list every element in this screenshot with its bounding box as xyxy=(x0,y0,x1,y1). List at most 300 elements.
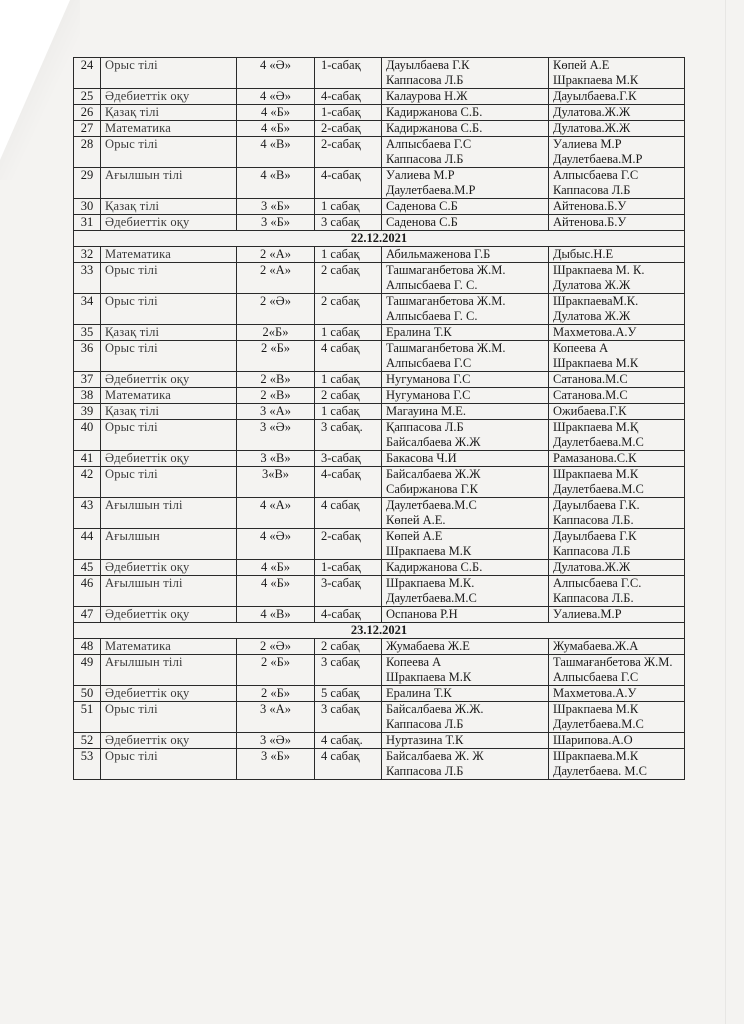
session-cell: 3 сабақ xyxy=(315,655,382,686)
observer-name: Каппасова Л.Б xyxy=(553,544,631,558)
table-row xyxy=(74,105,685,121)
session-cell: 2-сабақ xyxy=(315,121,382,137)
observer-cell xyxy=(549,247,685,263)
table-row xyxy=(74,121,685,137)
teacher-name: Нуртазина Т.К xyxy=(386,733,464,747)
class-cell: 4 «Ә» xyxy=(237,58,315,89)
teacher-name: Көпей А.Е. xyxy=(386,513,446,527)
table-row xyxy=(74,168,685,199)
class-cell: 3 «Б» xyxy=(237,215,315,231)
observer-name: Дауылбаева.Г.К xyxy=(553,89,637,103)
teacher-cell xyxy=(382,404,549,420)
observer-cell xyxy=(549,294,685,325)
table-row xyxy=(74,467,685,498)
teacher-cell xyxy=(382,263,549,294)
teacher-name: Саденова С.Б xyxy=(386,199,458,213)
row-number: 34 xyxy=(74,294,101,325)
subject-cell: Орыс тілі xyxy=(101,137,237,168)
observer-cell xyxy=(549,89,685,105)
observer-cell xyxy=(549,529,685,560)
teacher-name: Каппасова Л.Б xyxy=(386,717,464,731)
row-number: 37 xyxy=(74,372,101,388)
teacher-cell xyxy=(382,294,549,325)
observer-name: Шракпаева М.К xyxy=(553,702,639,716)
session-cell: 4 сабақ xyxy=(315,749,382,780)
row-number: 32 xyxy=(74,247,101,263)
subject-cell: Ағылшын тілі xyxy=(101,576,237,607)
teacher-name: Алпысбаева Г.С xyxy=(386,137,472,151)
subject-cell: Орыс тілі xyxy=(101,341,237,372)
teacher-name: Алпысбаева Г.С xyxy=(386,356,472,370)
lesson-observation-table xyxy=(73,57,685,780)
observer-cell xyxy=(549,451,685,467)
subject-cell: Орыс тілі xyxy=(101,702,237,733)
row-number: 53 xyxy=(74,749,101,780)
row-number: 40 xyxy=(74,420,101,451)
observer-name: Даулетбаева.М.С xyxy=(553,717,644,731)
table-row xyxy=(74,655,685,686)
teacher-cell xyxy=(382,451,549,467)
teacher-cell xyxy=(382,686,549,702)
table-row xyxy=(74,420,685,451)
row-number: 51 xyxy=(74,702,101,733)
teacher-cell xyxy=(382,121,549,137)
observer-name: Дулатова Ж.Ж xyxy=(553,278,631,292)
observer-name: Даулетбаева.М.С xyxy=(553,435,644,449)
row-number: 33 xyxy=(74,263,101,294)
row-number: 29 xyxy=(74,168,101,199)
teacher-cell xyxy=(382,168,549,199)
class-cell: 2 «В» xyxy=(237,372,315,388)
row-number: 46 xyxy=(74,576,101,607)
subject-cell: Орыс тілі xyxy=(101,294,237,325)
observer-name: Сатанова.М.С xyxy=(553,388,628,402)
observer-name: Махметова.А.У xyxy=(553,325,637,339)
observer-cell xyxy=(549,168,685,199)
class-cell: 2«Б» xyxy=(237,325,315,341)
table-row xyxy=(74,388,685,404)
observer-cell xyxy=(549,58,685,89)
session-cell: 4 сабақ xyxy=(315,341,382,372)
observer-name: Шракпаева М.К xyxy=(553,467,639,481)
observer-name: ШракпаеваМ.К. xyxy=(553,294,639,308)
observer-name: Айтенова.Б.У xyxy=(553,215,627,229)
teacher-name: Байсалбаева Ж. Ж xyxy=(386,749,484,763)
subject-cell: Әдебиеттік оқу xyxy=(101,607,237,623)
observer-cell xyxy=(549,121,685,137)
observer-name: Даулетбаева.М.Р xyxy=(553,152,643,166)
subject-cell: Әдебиеттік оқу xyxy=(101,372,237,388)
teacher-name: Даулетбаева.М.Р xyxy=(386,183,476,197)
table-row xyxy=(74,639,685,655)
class-cell: 4 «Ә» xyxy=(237,89,315,105)
page-edge xyxy=(725,0,726,1024)
subject-cell: Математика xyxy=(101,247,237,263)
session-cell: 1-сабақ xyxy=(315,560,382,576)
teacher-name: Шракпаева М.К. xyxy=(386,576,475,590)
date-row xyxy=(74,231,685,247)
observer-name: Каппасова Л.Б xyxy=(553,183,631,197)
teacher-cell xyxy=(382,560,549,576)
subject-cell: Әдебиеттік оқу xyxy=(101,89,237,105)
teacher-cell xyxy=(382,325,549,341)
teacher-cell xyxy=(382,247,549,263)
class-cell: 3 «Ә» xyxy=(237,733,315,749)
session-cell: 1 сабақ xyxy=(315,247,382,263)
observer-cell xyxy=(549,655,685,686)
teacher-name: Нугуманова Г.С xyxy=(386,388,471,402)
class-cell: 4 «А» xyxy=(237,498,315,529)
class-cell: 2 «Ә» xyxy=(237,294,315,325)
observer-name: Дулатова.Ж.Ж xyxy=(553,560,631,574)
observer-cell xyxy=(549,498,685,529)
session-cell: 1-сабақ xyxy=(315,58,382,89)
row-number: 28 xyxy=(74,137,101,168)
subject-cell: Орыс тілі xyxy=(101,263,237,294)
class-cell: 2 «А» xyxy=(237,247,315,263)
table-row xyxy=(74,733,685,749)
table-row xyxy=(74,560,685,576)
teacher-name: Ералина Т.К xyxy=(386,325,452,339)
table-row xyxy=(74,215,685,231)
subject-cell: Қазақ тілі xyxy=(101,325,237,341)
teacher-name: Магауина М.Е. xyxy=(386,404,467,418)
teacher-name: Копеева А xyxy=(386,655,442,669)
row-number: 39 xyxy=(74,404,101,420)
row-number: 49 xyxy=(74,655,101,686)
session-cell: 1 сабақ xyxy=(315,372,382,388)
class-cell: 4 «Ә» xyxy=(237,529,315,560)
observer-cell xyxy=(549,749,685,780)
row-number: 43 xyxy=(74,498,101,529)
class-cell: 4 «В» xyxy=(237,607,315,623)
teacher-cell xyxy=(382,105,549,121)
teacher-cell xyxy=(382,89,549,105)
observer-name: Жумабаева.Ж.А xyxy=(553,639,639,653)
class-cell: 3 «В» xyxy=(237,451,315,467)
row-number: 25 xyxy=(74,89,101,105)
subject-cell: Ағылшын xyxy=(101,529,237,560)
observer-name: Дыбыс.Н.Е xyxy=(553,247,614,261)
subject-cell: Ағылшын тілі xyxy=(101,655,237,686)
table-row xyxy=(74,686,685,702)
observer-name: Рамазанова.С.К xyxy=(553,451,637,465)
class-cell: 2 «В» xyxy=(237,388,315,404)
observer-cell xyxy=(549,341,685,372)
row-number: 48 xyxy=(74,639,101,655)
table-row xyxy=(74,404,685,420)
teacher-cell xyxy=(382,388,549,404)
row-number: 26 xyxy=(74,105,101,121)
row-number: 38 xyxy=(74,388,101,404)
observer-cell xyxy=(549,105,685,121)
class-cell: 2 «Б» xyxy=(237,655,315,686)
teacher-cell xyxy=(382,58,549,89)
observer-cell xyxy=(549,372,685,388)
observer-cell xyxy=(549,733,685,749)
session-cell: 1 сабақ xyxy=(315,325,382,341)
subject-cell: Математика xyxy=(101,388,237,404)
table-row xyxy=(74,702,685,733)
teacher-cell xyxy=(382,137,549,168)
session-cell: 3 сабақ xyxy=(315,702,382,733)
teacher-name: Байсалбаева Ж.Ж. xyxy=(386,702,484,716)
observer-name: Ожибаева.Г.К xyxy=(553,404,627,418)
teacher-name: Саденова С.Б xyxy=(386,215,458,229)
observer-name: Каппасова Л.Б. xyxy=(553,513,634,527)
observer-cell xyxy=(549,420,685,451)
teacher-cell xyxy=(382,467,549,498)
teacher-name: Даулетбаева.М.С xyxy=(386,498,477,512)
teacher-cell xyxy=(382,733,549,749)
date-heading: 22.12.2021 xyxy=(74,231,685,247)
session-cell: 3-сабақ xyxy=(315,451,382,467)
table-body xyxy=(74,58,685,780)
session-cell: 3-сабақ xyxy=(315,576,382,607)
date-row xyxy=(74,623,685,639)
teacher-name: Кадиржанова С.Б. xyxy=(386,121,483,135)
table-row xyxy=(74,749,685,780)
observer-name: Даулетбаева. М.С xyxy=(553,764,647,778)
observer-name: Шракпаева.М.К xyxy=(553,749,639,763)
teacher-name: Ташмаганбетова Ж.М. xyxy=(386,341,506,355)
observer-name: Шракпаева М.Қ xyxy=(553,420,639,434)
table-row xyxy=(74,451,685,467)
class-cell: 2 «Ә» xyxy=(237,639,315,655)
observer-cell xyxy=(549,263,685,294)
observer-name: Сатанова.М.С xyxy=(553,372,628,386)
class-cell: 3«В» xyxy=(237,467,315,498)
observer-name: Шарипова.А.О xyxy=(553,733,633,747)
subject-cell: Әдебиеттік оқу xyxy=(101,560,237,576)
session-cell: 2 сабақ xyxy=(315,639,382,655)
observer-name: Дулатова Ж.Ж xyxy=(553,309,631,323)
teacher-name: Сабиржанова Г.К xyxy=(386,482,478,496)
subject-cell: Әдебиеттік оқу xyxy=(101,733,237,749)
teacher-cell xyxy=(382,655,549,686)
teacher-name: Алпысбаева Г. С. xyxy=(386,278,478,292)
teacher-cell xyxy=(382,372,549,388)
teacher-name: Ташмаганбетова Ж.М. xyxy=(386,263,506,277)
row-number: 44 xyxy=(74,529,101,560)
observer-name: Дауылбаева Г.К. xyxy=(553,498,640,512)
session-cell: 5 сабақ xyxy=(315,686,382,702)
observer-cell xyxy=(549,560,685,576)
observer-cell xyxy=(549,607,685,623)
session-cell: 2 сабақ xyxy=(315,263,382,294)
teacher-name: Каппасова Л.Б xyxy=(386,764,464,778)
row-number: 36 xyxy=(74,341,101,372)
observer-name: Уалиева М.Р xyxy=(553,137,622,151)
table-row xyxy=(74,325,685,341)
class-cell: 3 «А» xyxy=(237,404,315,420)
observer-cell xyxy=(549,137,685,168)
observer-name: Алпысбаева Г.С xyxy=(553,670,639,684)
observer-name: Көпей А.Е xyxy=(553,58,610,72)
observer-cell xyxy=(549,639,685,655)
table-row xyxy=(74,341,685,372)
subject-cell: Ағылшын тілі xyxy=(101,498,237,529)
observer-cell xyxy=(549,199,685,215)
subject-cell: Әдебиеттік оқу xyxy=(101,451,237,467)
observer-name: Дулатова.Ж.Ж xyxy=(553,121,631,135)
folded-corner xyxy=(0,0,70,160)
observer-name: Даулетбаева.М.С xyxy=(553,482,644,496)
observer-name: Каппасова Л.Б. xyxy=(553,591,634,605)
observer-name: Дулатова.Ж.Ж xyxy=(553,105,631,119)
teacher-cell xyxy=(382,702,549,733)
class-cell: 4 «Б» xyxy=(237,576,315,607)
row-number: 45 xyxy=(74,560,101,576)
row-number: 50 xyxy=(74,686,101,702)
observer-cell xyxy=(549,325,685,341)
row-number: 47 xyxy=(74,607,101,623)
teacher-name: Кадиржанова С.Б. xyxy=(386,105,483,119)
session-cell: 4-сабақ xyxy=(315,168,382,199)
observer-cell xyxy=(549,388,685,404)
session-cell: 1 сабақ xyxy=(315,199,382,215)
date-heading: 23.12.2021 xyxy=(74,623,685,639)
observer-name: Махметова.А.У xyxy=(553,686,637,700)
table-row xyxy=(74,372,685,388)
session-cell: 4-сабақ xyxy=(315,607,382,623)
subject-cell: Ағылшын тілі xyxy=(101,168,237,199)
teacher-cell xyxy=(382,215,549,231)
session-cell: 1 сабақ xyxy=(315,404,382,420)
teacher-name: Жумабаева Ж.Е xyxy=(386,639,470,653)
session-cell: 4 сабақ xyxy=(315,498,382,529)
schedule-sheet xyxy=(73,57,684,780)
session-cell: 4 сабақ. xyxy=(315,733,382,749)
subject-cell: Қазақ тілі xyxy=(101,105,237,121)
row-number: 52 xyxy=(74,733,101,749)
subject-cell: Қазақ тілі xyxy=(101,199,237,215)
teacher-name: Ералина Т.К xyxy=(386,686,452,700)
class-cell: 3 «Б» xyxy=(237,199,315,215)
observer-name: Копеева А xyxy=(553,341,609,355)
observer-name: Шракпаева М. К. xyxy=(553,263,645,277)
teacher-name: Каппасова Л.Б xyxy=(386,152,464,166)
teacher-name: Ташмаганбетова Ж.М. xyxy=(386,294,506,308)
teacher-name: Шракпаева М.К xyxy=(386,670,472,684)
row-number: 31 xyxy=(74,215,101,231)
class-cell: 4 «В» xyxy=(237,137,315,168)
row-number: 41 xyxy=(74,451,101,467)
class-cell: 4 «Б» xyxy=(237,121,315,137)
teacher-cell xyxy=(382,341,549,372)
table-row xyxy=(74,294,685,325)
class-cell: 2 «Б» xyxy=(237,341,315,372)
session-cell: 2 сабақ xyxy=(315,388,382,404)
teacher-cell xyxy=(382,420,549,451)
subject-cell: Әдебиеттік оқу xyxy=(101,215,237,231)
row-number: 27 xyxy=(74,121,101,137)
teacher-name: Көпей А.Е xyxy=(386,529,443,543)
table-row xyxy=(74,529,685,560)
teacher-name: Даулетбаева.М.С xyxy=(386,591,477,605)
observer-name: Шракпаева М.К xyxy=(553,356,639,370)
class-cell: 2 «А» xyxy=(237,263,315,294)
observer-cell xyxy=(549,702,685,733)
teacher-name: Бакасова Ч.И xyxy=(386,451,457,465)
observer-name: Уалиева.М.Р xyxy=(553,607,622,621)
class-cell: 3 «А» xyxy=(237,702,315,733)
session-cell: 2-сабақ xyxy=(315,137,382,168)
table-row xyxy=(74,263,685,294)
subject-cell: Орыс тілі xyxy=(101,58,237,89)
teacher-cell xyxy=(382,607,549,623)
session-cell: 1-сабақ xyxy=(315,105,382,121)
teacher-name: Дауылбаева Г.К xyxy=(386,58,470,72)
teacher-name: Нугуманова Г.С xyxy=(386,372,471,386)
teacher-name: Оспанова Р.Н xyxy=(386,607,458,621)
class-cell: 4 «Б» xyxy=(237,560,315,576)
observer-cell xyxy=(549,215,685,231)
class-cell: 4 «Б» xyxy=(237,105,315,121)
session-cell: 4-сабақ xyxy=(315,467,382,498)
teacher-name: Шракпаева М.К xyxy=(386,544,472,558)
teacher-name: Уалиева М.Р xyxy=(386,168,455,182)
session-cell: 3 сабақ xyxy=(315,215,382,231)
class-cell: 4 «В» xyxy=(237,168,315,199)
subject-cell: Математика xyxy=(101,639,237,655)
subject-cell: Орыс тілі xyxy=(101,420,237,451)
teacher-name: Алпысбаева Г. С. xyxy=(386,309,478,323)
teacher-cell xyxy=(382,749,549,780)
subject-cell: Орыс тілі xyxy=(101,749,237,780)
session-cell: 2-сабақ xyxy=(315,529,382,560)
table-row xyxy=(74,89,685,105)
teacher-cell xyxy=(382,199,549,215)
session-cell: 2 сабақ xyxy=(315,294,382,325)
table-row xyxy=(74,137,685,168)
teacher-name: Қаппасова Л.Б xyxy=(386,420,464,434)
class-cell: 3 «Б» xyxy=(237,749,315,780)
table-row xyxy=(74,576,685,607)
observer-name: Алпысбаева Г.С xyxy=(553,168,639,182)
table-row xyxy=(74,247,685,263)
observer-name: Айтенова.Б.У xyxy=(553,199,627,213)
subject-cell: Математика xyxy=(101,121,237,137)
teacher-cell xyxy=(382,576,549,607)
class-cell: 3 «Ә» xyxy=(237,420,315,451)
row-number: 42 xyxy=(74,467,101,498)
session-cell: 4-сабақ xyxy=(315,89,382,105)
teacher-name: Байсалбаева Ж.Ж xyxy=(386,467,481,481)
session-cell: 3 сабақ. xyxy=(315,420,382,451)
subject-cell: Орыс тілі xyxy=(101,467,237,498)
teacher-name: Байсалбаева Ж.Ж xyxy=(386,435,481,449)
table-row xyxy=(74,498,685,529)
observer-name: Алпысбаева Г.С. xyxy=(553,576,642,590)
row-number: 24 xyxy=(74,58,101,89)
observer-name: Дауылбаева Г.К xyxy=(553,529,637,543)
subject-cell: Қазақ тілі xyxy=(101,404,237,420)
row-number: 35 xyxy=(74,325,101,341)
table-row xyxy=(74,199,685,215)
table-row xyxy=(74,607,685,623)
teacher-name: Абильмаженова Г.Б xyxy=(386,247,491,261)
observer-name: Ташмағанбетова Ж.М. xyxy=(553,655,673,669)
table-row xyxy=(74,58,685,89)
row-number: 30 xyxy=(74,199,101,215)
observer-cell xyxy=(549,576,685,607)
teacher-name: Кадиржанова С.Б. xyxy=(386,560,483,574)
class-cell: 2 «Б» xyxy=(237,686,315,702)
teacher-cell xyxy=(382,639,549,655)
observer-cell xyxy=(549,404,685,420)
subject-cell: Әдебиеттік оқу xyxy=(101,686,237,702)
